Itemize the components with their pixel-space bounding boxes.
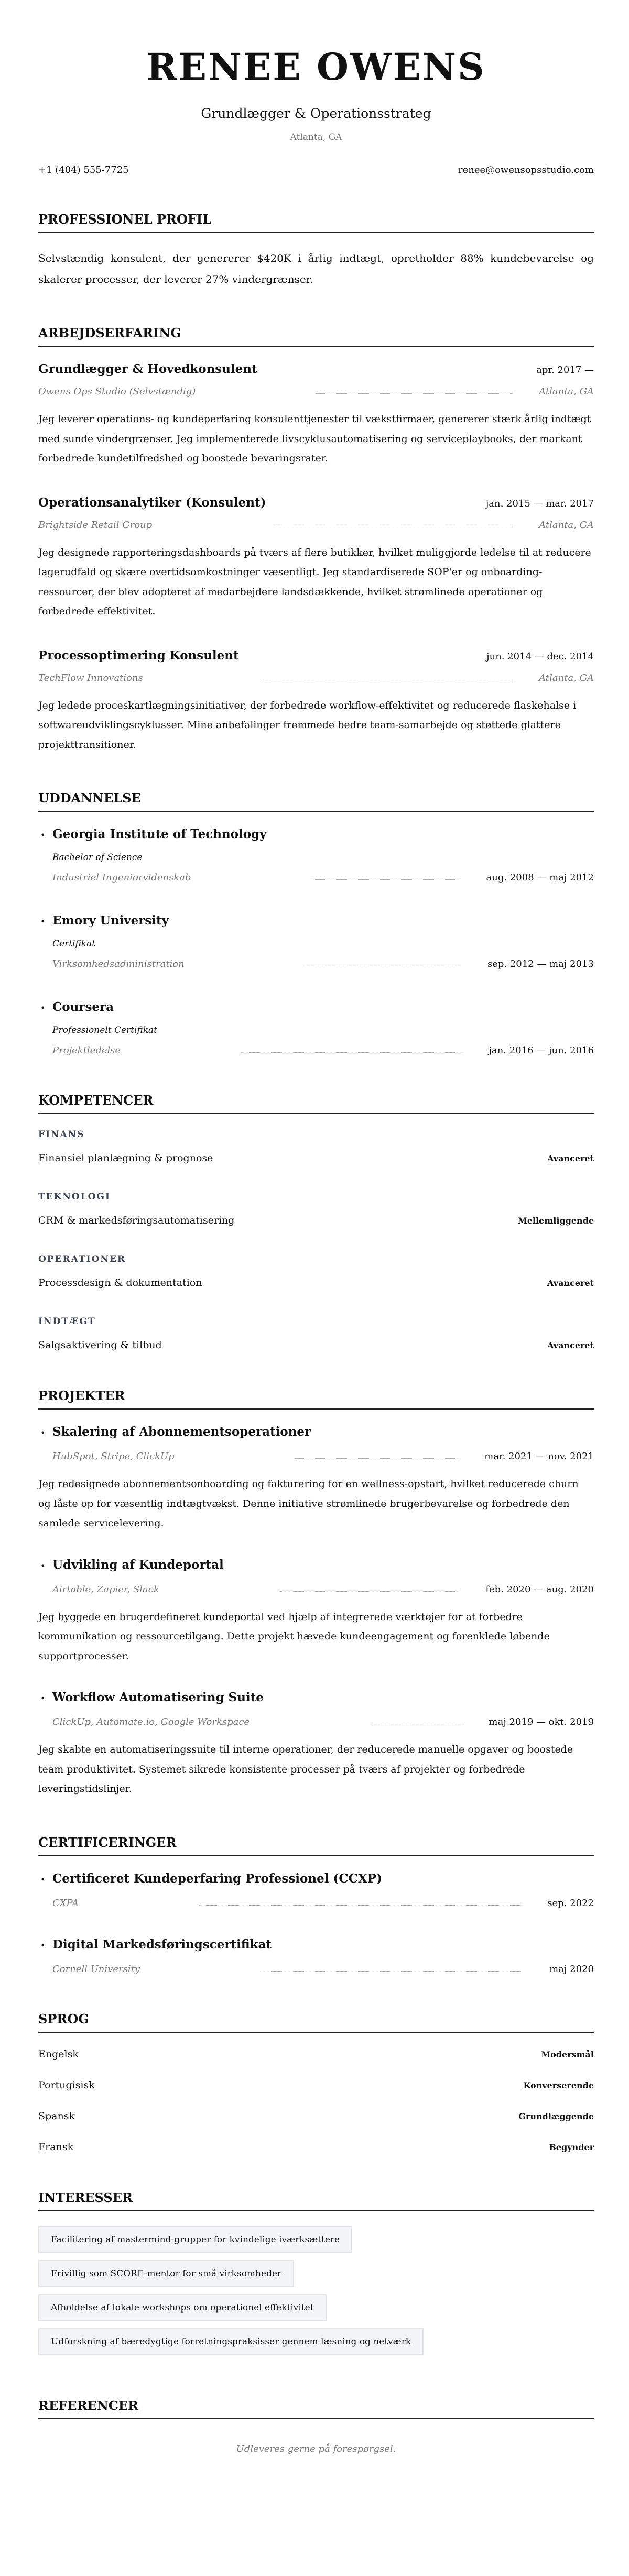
interest-tag: Afholdelse af lokale workshops om operationel effektivitet (38, 2294, 327, 2321)
skill-level: Avanceret (547, 1278, 594, 1288)
field-of-study: Virksomhedsadministration (52, 959, 185, 970)
dotted-leader (295, 1458, 458, 1459)
profile-section (38, 212, 594, 290)
bullet-icon: • (40, 1560, 46, 1571)
certification-entry (38, 1937, 594, 1976)
cert-title-row (38, 1871, 594, 1887)
resume-header (38, 45, 594, 176)
candidate-location: Atlanta, GA (290, 132, 342, 142)
section-heading: ARBEJDSERFARING (38, 325, 594, 347)
skill-level: Avanceret (547, 1153, 594, 1163)
certification-entry (38, 1871, 594, 1910)
education-meta (38, 1044, 594, 1057)
language-level: Begynder (549, 2142, 594, 2152)
cert-name: Certificeret Kundeperfaring Professionel (CCXP) (52, 1871, 382, 1886)
interests-section (38, 2190, 594, 2362)
bullet-icon: • (40, 1428, 46, 1438)
language-level: Grundlæggende (518, 2111, 594, 2121)
education-meta (38, 958, 594, 971)
interest-tag: Frivillig som SCORE-mentor for små virksomheder (38, 2260, 294, 2287)
job-description: Jeg leverer operations- og kundeperfaring konsulenttjenester til vækstfirmaer, genererer stærk årlig indtægt med sunde vindergrænser. Jeg implementerede livscyklusautomatisering og serviceplaybooks, der markant forbedrede kundetilfredshed og boostede bevaringsrater. (38, 413, 591, 464)
school-row (38, 827, 594, 842)
skill-category: TEKNOLOGI (38, 1192, 111, 1202)
project-title-row (38, 1557, 594, 1573)
project-tech: HubSpot, Stripe, ClickUp (52, 1451, 175, 1462)
education-meta (38, 872, 594, 884)
bullet-icon: • (40, 1940, 46, 1951)
company-name: Owens Ops Studio (Selvstændig) (38, 386, 196, 397)
school-name: Emory University (52, 913, 169, 928)
references-note: Udleveres gerne på forespørgsel. (236, 2443, 396, 2454)
bullet-icon: • (40, 917, 46, 927)
cert-title-row (38, 1937, 594, 1953)
job-title: Grundlægger & Hovedkonsulent (38, 362, 257, 376)
dotted-leader (273, 526, 513, 527)
language-level: Konverserende (523, 2080, 594, 2090)
job-header (38, 648, 594, 664)
project-description: Jeg byggede en brugerdefineret kundeportal ved hjælp af integrerede værktøjer for at forbedre kommunikation og ressourcetilgang. Dette projekt hævede kundeengagement og forenklede løbende supportprocesser. (38, 1611, 550, 1662)
project-meta (38, 1716, 594, 1729)
job-entry (38, 495, 594, 622)
dotted-leader (261, 1970, 523, 1972)
skills-section (38, 1093, 594, 1352)
email-link[interactable]: renee@owensopsstudio.com (458, 164, 594, 175)
dotted-leader (264, 679, 513, 680)
school-name: Georgia Institute of Technology (52, 827, 267, 841)
section-heading: SPROG (38, 2011, 594, 2033)
job-meta (38, 386, 594, 398)
dotted-leader (241, 1052, 462, 1053)
school-row (38, 913, 594, 929)
section-heading: PROJEKTER (38, 1388, 594, 1410)
skill-row (38, 1214, 594, 1228)
cert-meta (38, 1963, 594, 1976)
education-dates: jan. 2016 — jun. 2016 (489, 1045, 594, 1056)
company-name: Brightside Retail Group (38, 519, 153, 531)
cert-issuer: Cornell University (52, 1963, 140, 1975)
skill-category: FINANS (38, 1129, 85, 1140)
school-name: Coursera (52, 1000, 114, 1014)
job-header (38, 361, 594, 377)
language-name: Fransk (38, 2141, 74, 2153)
job-entry (38, 648, 594, 755)
languages-section (38, 2011, 594, 2154)
project-meta (38, 1583, 594, 1596)
education-dates: sep. 2012 — maj 2013 (487, 959, 594, 970)
bullet-icon: • (40, 830, 46, 840)
language-name: Portugisisk (38, 2079, 95, 2091)
section-heading: PROFESSIONEL PROFIL (38, 212, 594, 233)
project-entry (38, 1557, 594, 1667)
language-row (38, 2078, 594, 2093)
job-title: Operationsanalytiker (Konsulent) (38, 495, 266, 510)
section-heading: UDDANNELSE (38, 790, 594, 812)
language-level: Modersmål (541, 2049, 594, 2060)
language-name: Spansk (38, 2110, 75, 2122)
education-dates: aug. 2008 — maj 2012 (486, 872, 594, 883)
project-title: Workflow Automatisering Suite (52, 1690, 264, 1704)
dotted-leader (305, 965, 461, 966)
degree: Certifikat (52, 939, 96, 949)
bullet-icon: • (40, 1874, 46, 1885)
job-header (38, 495, 594, 511)
profile-text: Selvstændig konsulent, der genererer $420K i årlig indtægt, opretholder 88% kundebevarelse og skalerer processer, der leverer 27% vindergrænser. (38, 252, 594, 285)
project-meta (38, 1450, 594, 1463)
job-meta (38, 672, 594, 685)
field-of-study: Industriel Ingeniørvidenskab (52, 872, 191, 883)
projects-section (38, 1388, 594, 1799)
job-location: Atlanta, GA (539, 386, 594, 397)
language-row (38, 2109, 594, 2123)
dotted-leader (316, 393, 513, 394)
section-heading: CERTIFICERINGER (38, 1835, 594, 1856)
project-title: Udvikling af Kundeportal (52, 1557, 224, 1572)
job-entry (38, 361, 594, 469)
project-dates: maj 2019 — okt. 2019 (489, 1716, 594, 1727)
education-entry (38, 827, 594, 884)
project-dates: mar. 2021 — nov. 2021 (484, 1451, 594, 1462)
section-heading: INTERESSER (38, 2190, 594, 2211)
skill-name: Finansiel planlægning & prognose (38, 1152, 213, 1164)
skill-row (38, 1151, 594, 1165)
dotted-leader (312, 879, 460, 880)
bullet-icon: • (40, 1003, 46, 1013)
project-dates: feb. 2020 — aug. 2020 (485, 1583, 594, 1595)
project-tech: ClickUp, Automate.io, Google Workspace (52, 1716, 250, 1727)
phone: +1 (404) 555-7725 (38, 164, 129, 175)
skill-name: Salgsaktivering & tilbud (38, 1339, 162, 1351)
project-tech: Airtable, Zapier, Slack (52, 1583, 159, 1595)
interest-tag: Udforskning af bæredygtige forretningspraksisser gennem læsning og netværk (38, 2328, 424, 2355)
education-entry (38, 999, 594, 1057)
language-row (38, 2140, 594, 2154)
degree: Bachelor of Science (52, 852, 143, 863)
project-title: Skalering af Abonnementsoperationer (52, 1425, 311, 1439)
dotted-leader (199, 1905, 521, 1906)
job-description: Jeg designede rapporteringsdashboards på tværs af flere butikker, hvilket muliggjorde ledelse til at reducere lagerudfald og skære overtidsomkostninger væsentligt. Jeg standardiserede SOP'er og onboarding-ressourcer, der blev adopteret af medarbejdere landsdækkende, hvilket strømlinede operationer og forbedrede effektivitet. (38, 546, 591, 617)
experience-section (38, 325, 594, 755)
skill-name: Processdesign & dokumentation (38, 1277, 202, 1289)
cert-date: maj 2020 (549, 1963, 594, 1975)
dotted-leader (280, 1591, 460, 1592)
job-dates: jan. 2015 — mar. 2017 (485, 498, 594, 509)
job-title: Processoptimering Konsulent (38, 648, 239, 663)
language-name: Engelsk (38, 2048, 79, 2060)
project-entry (38, 1690, 594, 1799)
candidate-name: RENEE OWENS (146, 45, 486, 89)
skill-category: OPERATIONER (38, 1254, 126, 1264)
candidate-title: Grundlægger & Operationsstrateg (201, 106, 431, 121)
skill-level: Mellemliggende (518, 1216, 594, 1226)
project-description: Jeg skabte en automatiseringssuite til interne operationer, der reducerede manuelle opgaver og boostede team produktivitet. Systemet sikrede konsistente processer på tværs af projekter og forbedrede leveringstidslinjer. (38, 1744, 573, 1795)
skill-row (38, 1276, 594, 1290)
school-row (38, 999, 594, 1015)
education-section (38, 790, 594, 1057)
job-location: Atlanta, GA (539, 519, 594, 531)
company-name: TechFlow Innovations (38, 672, 143, 684)
contact-row (38, 164, 594, 176)
project-title-row (38, 1690, 594, 1705)
job-dates: apr. 2017 — (536, 365, 594, 376)
cert-date: sep. 2022 (547, 1897, 594, 1909)
field-of-study: Projektledelse (52, 1045, 121, 1056)
bullet-icon: • (40, 1693, 46, 1703)
education-entry (38, 913, 594, 971)
project-title-row (38, 1424, 594, 1440)
section-heading: REFERENCER (38, 2398, 594, 2419)
job-location: Atlanta, GA (539, 672, 594, 684)
skill-name: CRM & markedsføringsautomatisering (38, 1215, 235, 1226)
dotted-leader (370, 1723, 462, 1724)
skill-category: INDTÆGT (38, 1316, 96, 1327)
certifications-section (38, 1835, 594, 1976)
degree: Professionelt Certifikat (52, 1025, 158, 1036)
skill-level: Avanceret (547, 1340, 594, 1350)
references-section (38, 2398, 594, 2456)
skill-row (38, 1338, 594, 1352)
cert-name: Digital Markedsføringscertifikat (52, 1937, 272, 1952)
cert-issuer: CXPA (52, 1897, 79, 1909)
language-row (38, 2047, 594, 2062)
job-meta (38, 519, 594, 532)
project-entry (38, 1424, 594, 1534)
interest-tag: Facilitering af mastermind-grupper for kvindelige iværksættere (38, 2226, 352, 2253)
project-description: Jeg redesignede abonnementsonboarding og fakturering for en wellness-opstart, hvilket reducerede churn og låste op for væsentlig indtægtvækst. Denne initiative strømlinede brugerbevarelse og forbedrede den samlede servicelevering. (38, 1478, 579, 1529)
cert-meta (38, 1897, 594, 1910)
job-dates: jun. 2014 — dec. 2014 (486, 651, 594, 662)
section-heading: KOMPETENCER (38, 1093, 594, 1114)
job-description: Jeg ledede proceskartlægningsinitiativer, der forbedrede workflow-effektivitet og reducerede flaskehalse i softwareudviklingscyklusser. Mine anbefalinger fremmede bedre team-samarbejde og støttede glattere projekttransitioner. (38, 699, 577, 751)
